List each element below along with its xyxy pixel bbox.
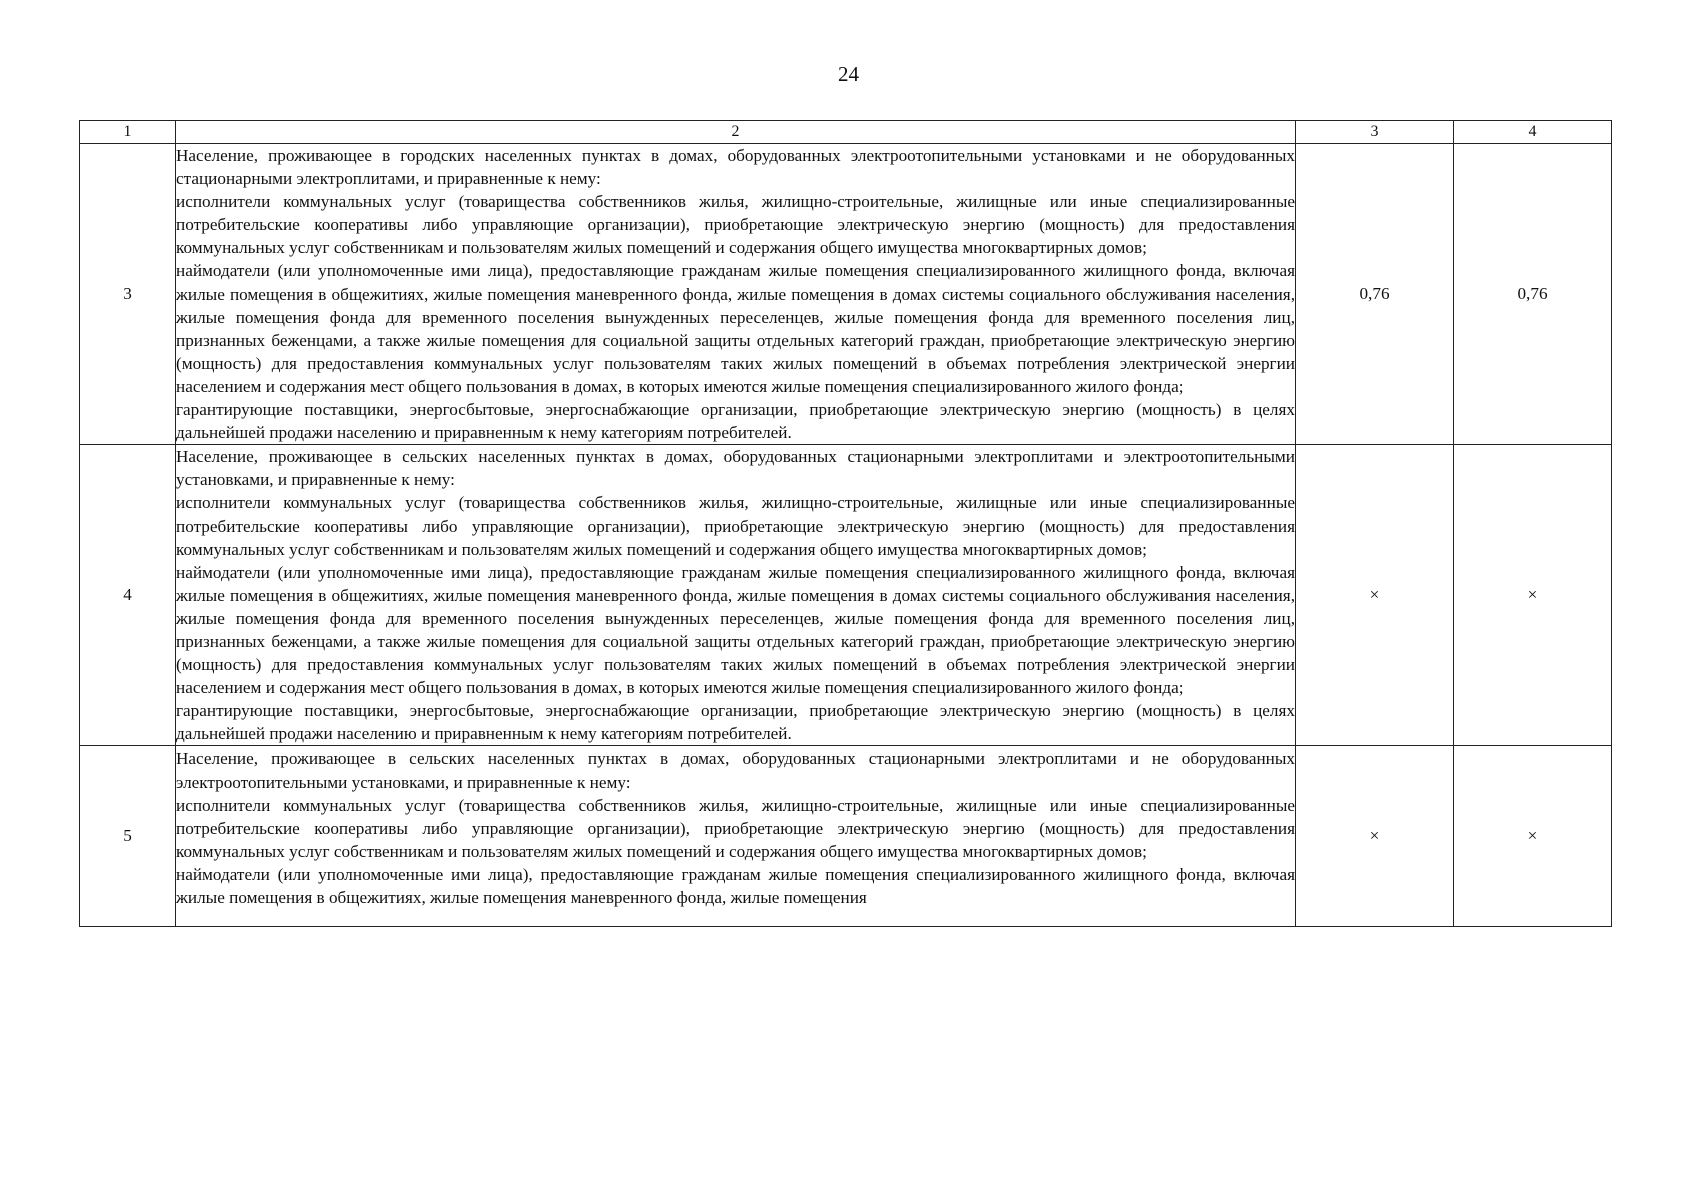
paragraph: исполнители коммунальных услуг (товарищества собственников жилья, жилищно-строительные, жилищные или иные специализированные потребительские кооперативы либо управляющие организации), приобретающие электрическую энергию (мощность) для предоставления коммунальных услуг собственникам и пользователям жилых помещений и содержания общего имущества многоквартирных домов;	[176, 192, 1295, 258]
table-row	[80, 746, 1612, 927]
header-col-3: 3	[1296, 121, 1454, 144]
header-col-2: 2	[176, 121, 1296, 144]
page-number: 24	[838, 62, 859, 86]
row-description	[176, 746, 1296, 927]
row-description	[176, 445, 1296, 746]
row-number: 3	[80, 144, 176, 445]
col3-value: ×	[1296, 746, 1454, 927]
col3-value: ×	[1296, 445, 1454, 746]
header-col-4: 4	[1454, 121, 1612, 144]
col4-value: ×	[1454, 445, 1612, 746]
paragraph: наймодатели (или уполномоченные ими лица), предоставляющие гражданам жилые помещения специализированного жилищного фонда, включая жилые помещения в общежитиях, жилые помещения маневренного фонда, жилые помещения в домах системы социального обслуживания населения, жилые помещения фонда для временного поселения вынужденных переселенцев, жилые помещения фонда для временного поселения лиц, признанных беженцами, а также жилые помещения для социальной защиты отдельных категорий граждан, приобретающие электрическую энергию (мощность) для предоставления коммунальных услуг пользователям таких жилых помещений в объемах потребления электрической энергии населением и содержания мест общего пользования в домах, в которых имеются жилые помещения специализированного жилого фонда;	[176, 261, 1295, 396]
paragraph: Население, проживающее в городских населенных пунктах в домах, оборудованных электроотопительными установками и не оборудованных стационарными электроплитами, и приравненные к нему:	[176, 146, 1295, 189]
paragraph: Население, проживающее в сельских населенных пунктах в домах, оборудованных стационарными электроплитами и не оборудованных электроотопительными установками, и приравненные к нему:	[176, 749, 1295, 792]
paragraph: наймодатели (или уполномоченные ими лица), предоставляющие гражданам жилые помещения специализированного жилищного фонда, включая жилые помещения в общежитиях, жилые помещения маневренного фонда, жилые помещения в домах системы социального обслуживания населения, жилые помещения фонда для временного поселения вынужденных переселенцев, жилые помещения фонда для временного поселения лиц, признанных беженцами, а также жилые помещения для социальной защиты отдельных категорий граждан, приобретающие электрическую энергию (мощность) для предоставления коммунальных услуг пользователям таких жилых помещений в объемах потребления электрической энергии населением и содержания мест общего пользования в домах, в которых имеются жилые помещения специализированного жилого фонда;	[176, 562, 1295, 698]
col4-value: ×	[1454, 746, 1612, 927]
row-number: 4	[80, 445, 176, 746]
paragraph: гарантирующие поставщики, энергосбытовые, энергоснабжающие организации, приобретающие электрическую энергию (мощность) в целях дальнейшей продажи населению и приравненным к нему категориям потребителей.	[176, 701, 1295, 744]
header-row	[80, 121, 1612, 144]
paragraph: Население, проживающее в сельских населенных пунктах в домах, оборудованных стационарными электроплитами и электроотопительными установками, и приравненные к нему:	[176, 447, 1295, 490]
tariff-table	[79, 120, 1612, 927]
table-row	[80, 445, 1612, 746]
col3-value: 0,76	[1296, 144, 1454, 445]
paragraph: исполнители коммунальных услуг (товарищества собственников жилья, жилищно-строительные, жилищные или иные специализированные потребительские кооперативы либо управляющие организации), приобретающие электрическую энергию (мощность) для предоставления коммунальных услуг собственникам и пользователям жилых помещений и содержания общего имущества многоквартирных домов;	[176, 795, 1295, 861]
row-description-clip	[176, 747, 1295, 925]
paragraph: наймодатели (или уполномоченные ими лица), предоставляющие гражданам жилые помещения специализированного жилищного фонда, включая жилые помещения в общежитиях, жилые помещения маневренного фонда, жилые помещения	[176, 864, 1295, 907]
header-col-1: 1	[80, 121, 176, 144]
col4-value: 0,76	[1454, 144, 1612, 445]
paragraph: гарантирующие поставщики, энергосбытовые, энергоснабжающие организации, приобретающие электрическую энергию (мощность) в целях дальнейшей продажи населению и приравненным к нему категориям потребителей.	[176, 400, 1295, 443]
paragraph: исполнители коммунальных услуг (товарищества собственников жилья, жилищно-строительные, жилищные или иные специализированные потребительские кооперативы либо управляющие организации), приобретающие электрическую энергию (мощность) для предоставления коммунальных услуг собственникам и пользователям жилых помещений и содержания общего имущества многоквартирных домов;	[176, 493, 1295, 559]
row-number: 5	[80, 746, 176, 927]
row-description	[176, 144, 1296, 445]
table-row	[80, 144, 1612, 445]
